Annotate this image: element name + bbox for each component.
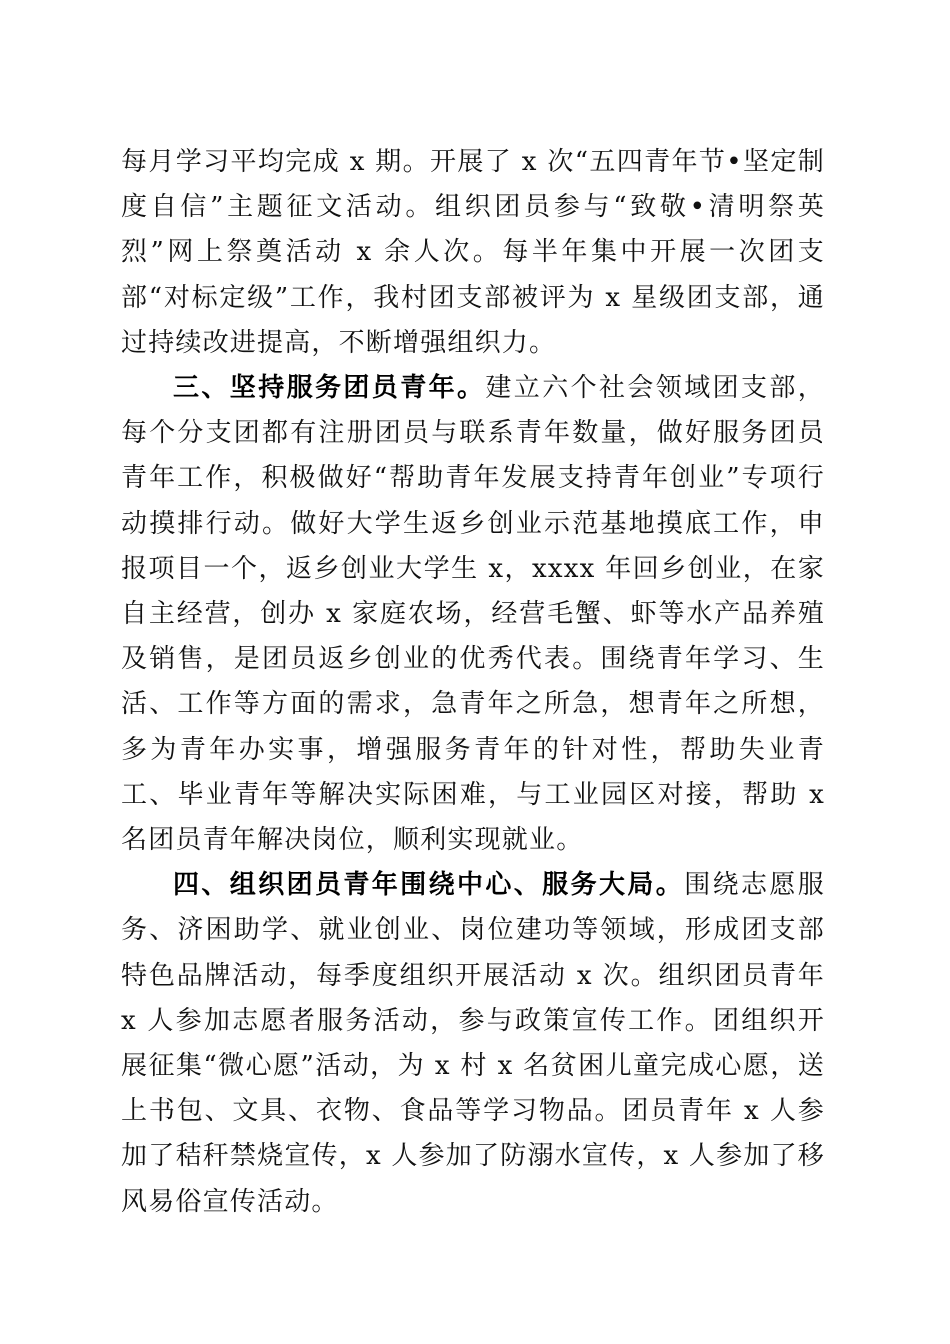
- paragraph-serve-youth: [121, 366, 825, 863]
- section-heading: 四、组织团员青年围绕中心、服务大局。: [173, 870, 685, 901]
- paragraph-body: 建立六个社会领域团支部，每个分支团都有注册团员与联系青年数量，做好服务团员青年工作，积极做好“帮助青年发展支持青年创业”专项行动摸排行动。做好大学生返乡创业示范基地摸底工作，申报项目一个，返乡创业大学生 x，xxxx 年回乡创业，在家自主经营，创办 x 家庭农场，经营毛蟹、虾等水产品养殖及销售，是团员返乡创业的优秀代表。围绕青年学习、生活、工作等方面的需求，急青年之所急，想青年之所想，多为青年办实事，增强服务青年的针对性，帮助失业青工、毕业青年等解决实际困难，与工业园区对接，帮助 x 名团员青年解决岗位，顺利实现就业。: [121, 373, 826, 856]
- section-heading: 三、坚持服务团员青年。: [173, 373, 486, 404]
- paragraph-continuation: [121, 140, 825, 366]
- paragraph-body: 每月学习平均完成 x 期。开展了 x 次“五四青年节•坚定制度自信”主题征文活动。组织团员参与“致敬•清明祭英烈”网上祭奠活动 x 余人次。每半年集中开展一次团支部“对标定级”工作，我村团支部被评为 x 星级团支部，通过持续改进提高，不断增强组织力。: [121, 147, 825, 358]
- document-body: [121, 140, 825, 1225]
- paragraph-body: 围绕志愿服务、济困助学、就业创业、岗位建功等领域，形成团支部特色品牌活动，每季度组织开展活动 x 次。组织团员青年 x 人参加志愿者服务活动，参与政策宣传工作。团组织开展征集“微心愿”活动，为 x 村 x 名贫困儿童完成心愿，送上书包、文具、衣物、食品等学习物品。团员青年 x 人参加了秸秆禁烧宣传，x 人参加了防溺水宣传，x 人参加了移风易俗宣传活动。: [121, 870, 825, 1217]
- paragraph-serve-center: [121, 863, 825, 1225]
